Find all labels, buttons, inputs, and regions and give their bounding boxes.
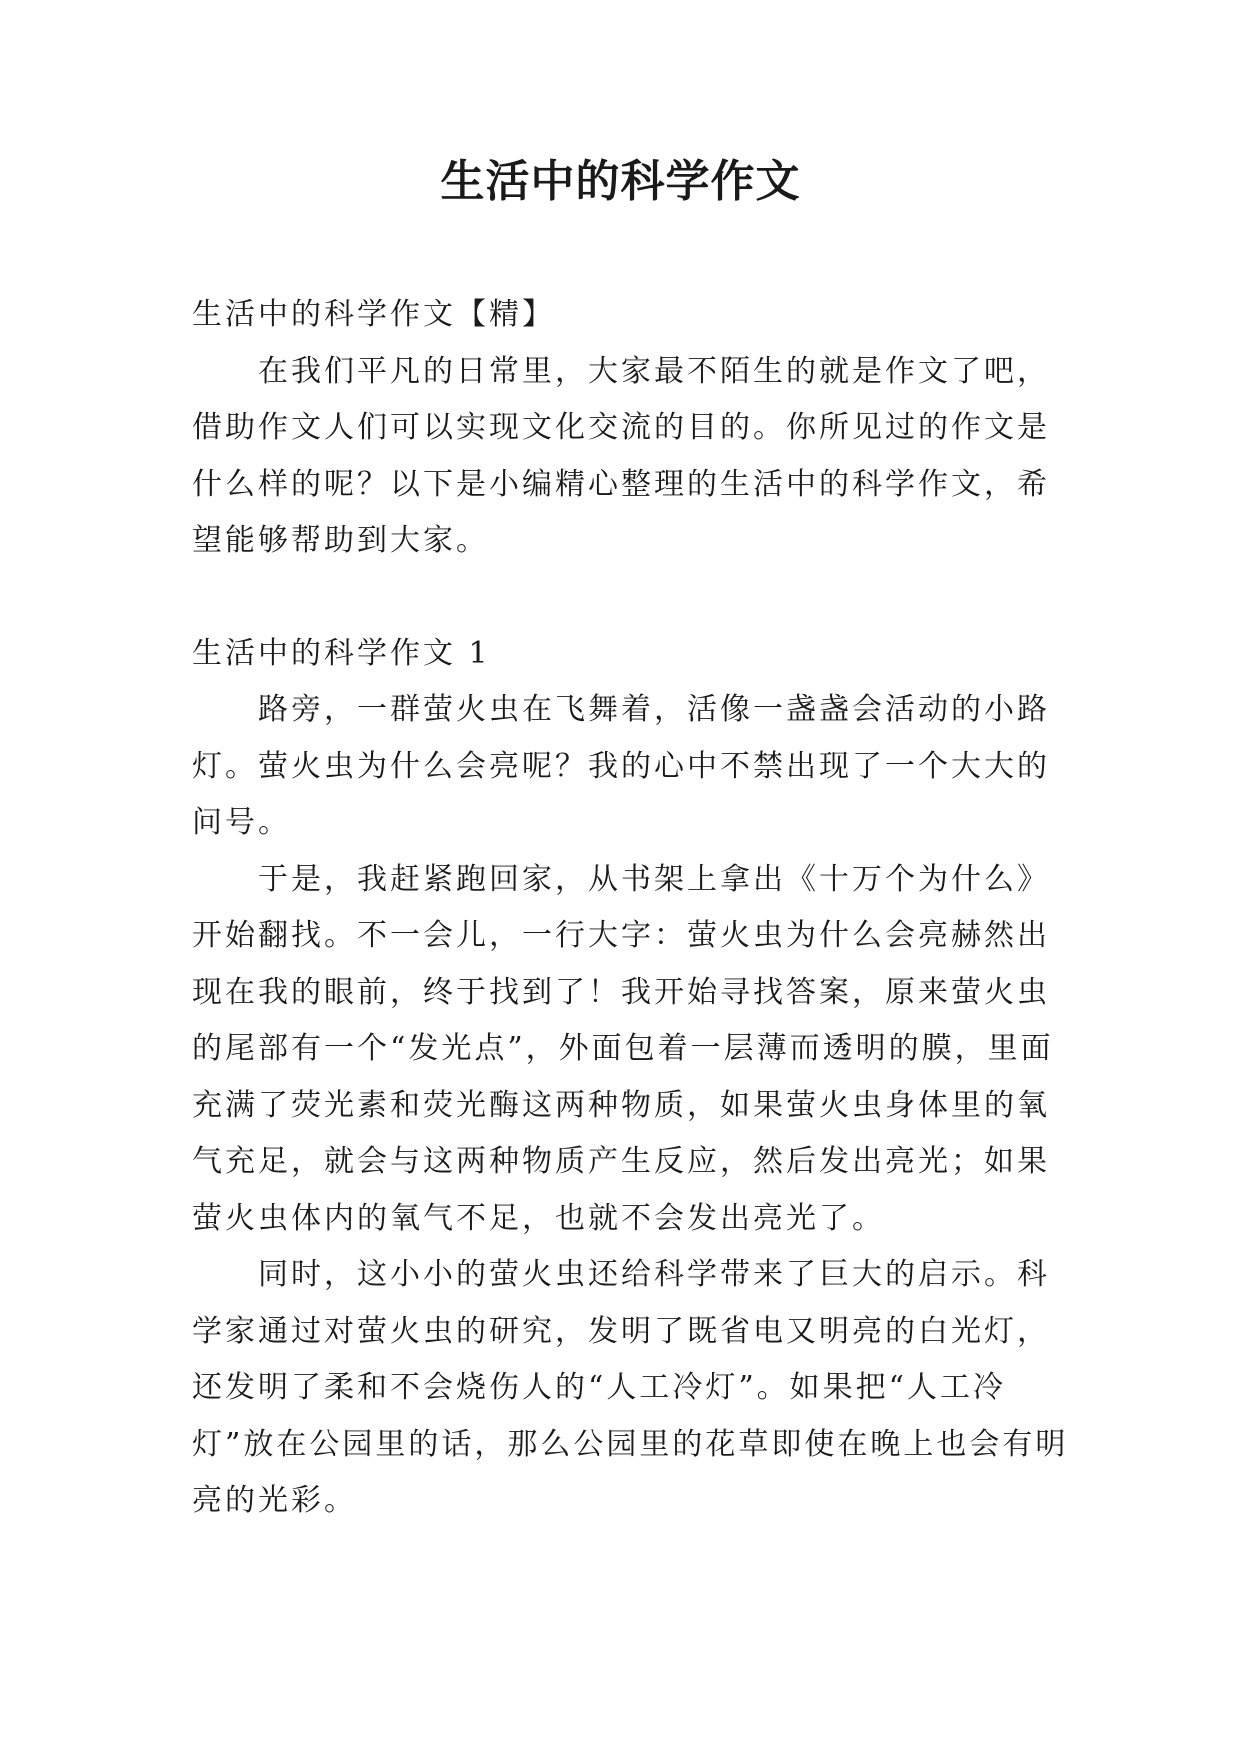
- body-paragraph: 于是，我赶紧跑回家，从书架上拿出《十万个为什么》开始翻找。不一会儿，一行大字：萤火虫为什么会亮赫然出现在我的眼前，终于找到了！我开始寻找答案，原来萤火虫的尾部有一个“发光点”，外面包着一层薄而透明的膜，里面充满了荧光素和荧光酶这两种物质，如果萤火虫身体里的氧气充足，就会与这两种物质产生反应，然后发出亮光；如果萤火虫体内的氧气不足，也就不会发出亮光了。: [192, 861, 1054, 1236]
- section-heading: 生活中的科学作文 1: [192, 635, 491, 671]
- section-spacer: [192, 570, 1072, 626]
- intro-paragraph: 在我们平凡的日常里，大家最不陌生的就是作文了吧，借助作文人们可以实现文化交流的目的。你所见过的作文是什么样的呢？以下是小编精心整理的生活中的科学作文，希望能够帮助到大家。: [192, 353, 1050, 558]
- document-title: 生活中的科学作文: [440, 156, 801, 207]
- body-paragraph: 路旁，一群萤火虫在飞舞着，活像一盏盏会活动的小路灯。萤火虫为什么会亮呢？我的心中不禁出现了一个大大的问号。: [192, 692, 1050, 840]
- document-body: [192, 287, 1072, 1530]
- body-paragraph: 同时，这小小的萤火虫还给科学带来了巨大的启示。科学家通过对萤火虫的研究，发明了既省电又明亮的白光灯，还发明了柔和不会烧伤人的“人工冷灯”。如果把“人工冷灯”放在公园里的话，那么公园里的花草即使在晚上也会有明亮的光彩。: [192, 1257, 1069, 1518]
- document-subtitle: 生活中的科学作文【精】: [192, 297, 555, 332]
